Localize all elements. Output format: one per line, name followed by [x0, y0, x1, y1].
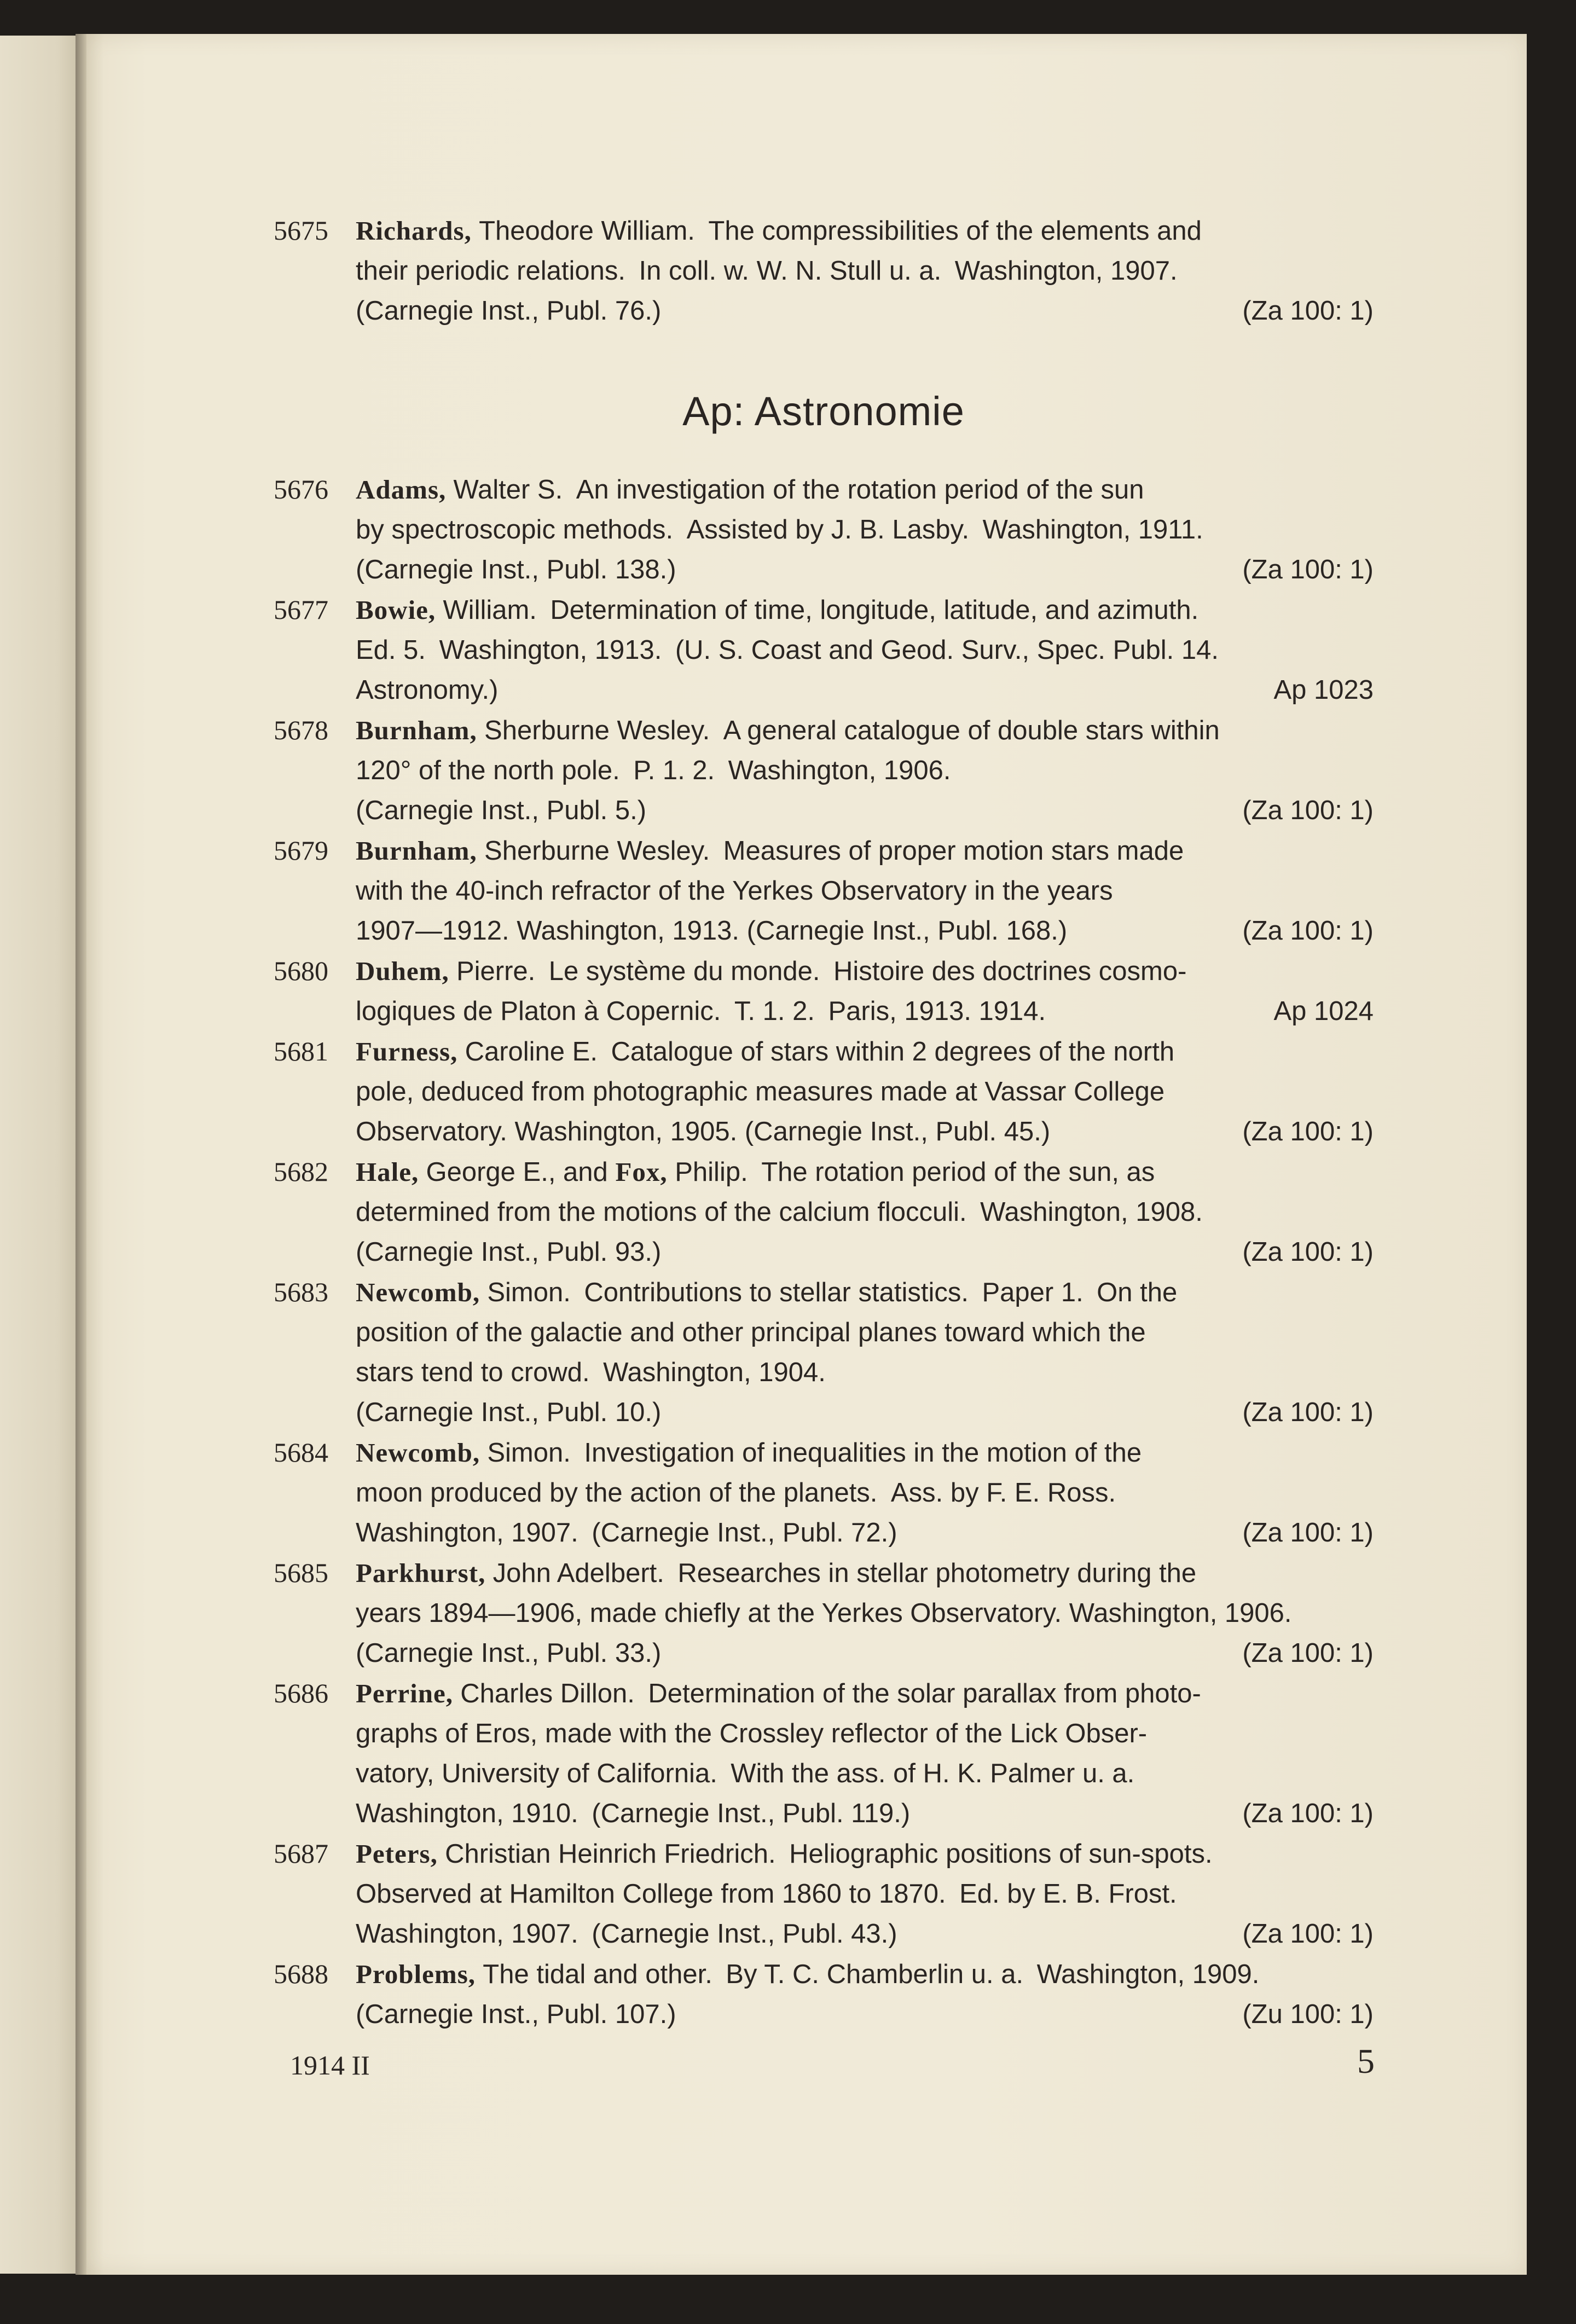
shelf-mark: (Za 100: 1) — [1242, 296, 1374, 326]
entry-text: position of the galactie and other principal planes toward which the — [356, 1318, 1146, 1347]
entry-line — [356, 590, 1374, 630]
entry-line — [356, 211, 1374, 251]
shelf-mark: (Za 100: 1) — [1242, 1638, 1374, 1668]
entry-number: 5683 — [274, 1277, 328, 1307]
entry-text: Parkhurst, John Adelbert. Researches in stellar photometry during the — [356, 1558, 1197, 1588]
entry-line — [356, 992, 1374, 1031]
page-number: 5 — [1357, 2042, 1375, 2080]
entry-text: Bowie, William. Determination of time, longitude, latitude, and azimuth. — [356, 595, 1199, 625]
entry-text: Newcomb, Simon. Investigation of inequalities in the motion of the — [356, 1438, 1142, 1468]
author-name: Parkhurst, — [356, 1558, 493, 1588]
entry-line — [356, 1633, 1374, 1673]
left-page-edge — [0, 36, 82, 2274]
entry-text: Problems, The tidal and other. By T. C. Chamberlin u. a. Washington, 1909. — [356, 1959, 1260, 1989]
entry-text: moon produced by the action of the planets. Ass. by F. E. Ross. — [356, 1478, 1116, 1508]
entry-text: Observatory. Washington, 1905. (Carnegie Inst., Publ. 45.) — [356, 1117, 1051, 1146]
author-name: Newcomb, — [356, 1277, 488, 1307]
book-gutter — [76, 34, 86, 2275]
entry-line — [356, 1673, 1374, 1714]
entry-text: Newcomb, Simon. Contributions to stellar statistics. Paper 1. On the — [356, 1277, 1178, 1307]
entry-line — [356, 710, 1374, 751]
author-name: Perrine, — [356, 1678, 461, 1708]
catalogue-entry — [274, 1553, 1374, 1673]
entry-text: years 1894—1906, made chiefly at the Yerkes Observatory. Washington, 1906. — [356, 1598, 1292, 1628]
entry-line — [356, 470, 1374, 510]
author-name: Burnham, — [356, 715, 485, 745]
entry-line — [356, 1473, 1374, 1513]
entry-line — [356, 1353, 1374, 1393]
entry-line — [356, 1433, 1374, 1473]
catalogue-entry — [274, 831, 1374, 951]
catalogue-entry — [274, 1031, 1374, 1152]
entry-line — [356, 1834, 1374, 1874]
entry-text: their periodic relations. In coll. w. W. N. Stull u. a. Washington, 1907. — [356, 256, 1178, 286]
page-content — [274, 211, 1374, 2035]
author-name: Newcomb, — [356, 1438, 488, 1468]
entry-body — [356, 951, 1374, 1031]
author-name: Bowie, — [356, 595, 443, 625]
entry-line — [356, 1232, 1374, 1272]
entry-line — [356, 1754, 1374, 1794]
author-name: Furness, — [356, 1036, 465, 1067]
entry-number: 5685 — [274, 1557, 328, 1588]
catalogue-entry — [274, 1433, 1374, 1553]
catalogue-entry — [274, 211, 1374, 331]
entry-line — [356, 1313, 1374, 1353]
entry-line — [356, 1553, 1374, 1593]
entry-number: 5688 — [274, 1958, 328, 1989]
entry-text: (Carnegie Inst., Publ. 76.) — [356, 296, 662, 326]
section-heading: Ap: Astronomie — [682, 389, 965, 434]
entry-line — [356, 1513, 1374, 1553]
author-name: Peters, — [356, 1839, 445, 1869]
entry-line — [356, 1393, 1374, 1433]
entry-number: 5681 — [274, 1036, 328, 1067]
entry-body — [356, 710, 1374, 831]
entry-text: (Carnegie Inst., Publ. 33.) — [356, 1638, 662, 1668]
entry-line — [356, 911, 1374, 951]
entry-text: vatory, University of California. With the ass. of H. K. Palmer u. a. — [356, 1759, 1135, 1788]
catalogue-entry — [274, 1834, 1374, 1954]
entry-text: with the 40-inch refractor of the Yerkes Observatory in the years — [356, 876, 1113, 906]
author-name: Burnham, — [356, 836, 485, 866]
entry-body — [356, 1152, 1374, 1272]
shelf-mark: (Za 100: 1) — [1242, 796, 1374, 825]
entry-text: (Carnegie Inst., Publ. 138.) — [356, 555, 676, 584]
entry-line — [356, 831, 1374, 871]
entry-text: Furness, Caroline E. Catalogue of stars within 2 degrees of the north — [356, 1036, 1175, 1067]
entry-line — [356, 1272, 1374, 1313]
shelf-mark: (Za 100: 1) — [1242, 555, 1374, 584]
entry-text: Observed at Hamilton College from 1860 to 1870. Ed. by E. B. Frost. — [356, 1879, 1177, 1909]
entry-line — [356, 1914, 1374, 1954]
entries-top — [274, 211, 1374, 331]
entry-line — [356, 1794, 1374, 1834]
entry-line — [356, 510, 1374, 550]
entry-body — [356, 590, 1374, 710]
entry-body — [356, 1433, 1374, 1553]
shelf-mark: (Za 100: 1) — [1242, 1398, 1374, 1427]
entry-line — [356, 1874, 1374, 1914]
entry-text: by spectroscopic methods. Assisted by J. B. Lasby. Washington, 1911. — [356, 515, 1203, 544]
entry-text: Washington, 1910. (Carnegie Inst., Publ. 119.) — [356, 1799, 911, 1828]
catalogue-entry — [274, 590, 1374, 710]
entry-text: Ed. 5. Washington, 1913. (U. S. Coast and Geod. Surv., Spec. Publ. 14. — [356, 635, 1219, 665]
shelf-mark: (Za 100: 1) — [1242, 1919, 1374, 1949]
entry-text: 120° of the north pole. P. 1. 2. Washington, 1906. — [356, 756, 951, 785]
entry-text: Burnham, Sherburne Wesley. Measures of proper motion stars made — [356, 836, 1184, 866]
entry-line — [356, 1954, 1374, 1995]
entry-line — [356, 550, 1374, 590]
entry-text: (Carnegie Inst., Publ. 5.) — [356, 796, 647, 825]
shelf-mark: (Za 100: 1) — [1242, 1799, 1374, 1828]
entry-number: 5675 — [274, 215, 328, 246]
entry-text: Astronomy.) — [356, 675, 499, 705]
entry-text: (Carnegie Inst., Publ. 10.) — [356, 1398, 662, 1427]
entry-body — [356, 211, 1374, 331]
entry-text: determined from the motions of the calcium flocculi. Washington, 1908. — [356, 1197, 1203, 1227]
author-name: Duhem, — [356, 956, 456, 986]
catalogue-entry — [274, 951, 1374, 1031]
shelf-mark: (Za 100: 1) — [1242, 1518, 1374, 1548]
entry-number: 5679 — [274, 835, 328, 866]
entry-line — [356, 1072, 1374, 1112]
entry-text: Adams, Walter S. An investigation of the rotation period of the sun — [356, 474, 1144, 505]
entry-line — [356, 1192, 1374, 1232]
catalogue-entry — [274, 710, 1374, 831]
author-name: Hale, — [356, 1157, 426, 1187]
entry-body — [356, 1031, 1374, 1152]
catalogue-entry — [274, 470, 1374, 590]
entry-line — [356, 1714, 1374, 1754]
entry-text: pole, deduced from photographic measures made at Vassar College — [356, 1077, 1165, 1106]
entry-body — [356, 470, 1374, 590]
entry-number: 5686 — [274, 1678, 328, 1708]
shelf-mark: (Za 100: 1) — [1242, 1117, 1374, 1146]
entry-text: Hale, George E., and Fox, Philip. The rotation period of the sun, as — [356, 1157, 1155, 1187]
shelf-mark: Ap 1023 — [1273, 675, 1374, 705]
entry-text: Washington, 1907. (Carnegie Inst., Publ. 43.) — [356, 1919, 897, 1949]
entry-line — [356, 751, 1374, 791]
entry-number: 5687 — [274, 1838, 328, 1869]
shelf-mark: (Zu 100: 1) — [1242, 2000, 1374, 2029]
author-name: Problems, — [356, 1959, 483, 1989]
entry-text: Perrine, Charles Dillon. Determination of the solar parallax from photo- — [356, 1678, 1201, 1708]
entry-line — [356, 1152, 1374, 1192]
catalogue-entry — [274, 1954, 1374, 2035]
entry-text: Duhem, Pierre. Le système du monde. Histoire des doctrines cosmo- — [356, 956, 1187, 986]
entry-body — [356, 1272, 1374, 1433]
entry-body — [356, 831, 1374, 951]
entry-text: Washington, 1907. (Carnegie Inst., Publ. 72.) — [356, 1518, 897, 1548]
entry-line — [356, 951, 1374, 992]
entry-text: Burnham, Sherburne Wesley. A general catalogue of double stars within — [356, 715, 1220, 745]
author-name: Fox, — [615, 1157, 668, 1187]
entry-line — [356, 670, 1374, 710]
entry-body — [356, 1673, 1374, 1834]
entry-number: 5676 — [274, 474, 328, 505]
entry-text: (Carnegie Inst., Publ. 107.) — [356, 2000, 676, 2029]
entry-number: 5677 — [274, 594, 328, 625]
entry-text: logiques de Platon à Copernic. T. 1. 2. Paris, 1913. 1914. — [356, 996, 1046, 1026]
entry-line — [356, 251, 1374, 291]
entry-body — [356, 1834, 1374, 1954]
entry-number: 5682 — [274, 1156, 328, 1187]
entry-line — [356, 1593, 1374, 1633]
entry-line — [356, 1995, 1374, 2035]
entry-text: stars tend to crowd. Washington, 1904. — [356, 1358, 826, 1387]
entry-text: Richards, Theodore William. The compressibilities of the elements and — [356, 216, 1202, 246]
entry-number: 5684 — [274, 1437, 328, 1468]
shelf-mark: (Za 100: 1) — [1242, 1237, 1374, 1267]
signature-mark: 1914 II — [290, 2050, 370, 2080]
catalogue-entry — [274, 1673, 1374, 1834]
entry-line — [356, 791, 1374, 831]
entry-text: graphs of Eros, made with the Crossley reflector of the Lick Obser- — [356, 1719, 1148, 1748]
entry-number: 5678 — [274, 715, 328, 745]
entry-line — [356, 630, 1374, 670]
entry-text: 1907—1912. Washington, 1913. (Carnegie Inst., Publ. 168.) — [356, 916, 1068, 946]
catalogue-entry — [274, 1152, 1374, 1272]
entry-line — [356, 291, 1374, 331]
entry-text: Peters, Christian Heinrich Friedrich. Heliographic positions of sun-spots. — [356, 1839, 1213, 1869]
shelf-mark: Ap 1024 — [1273, 996, 1374, 1026]
entry-line — [356, 1112, 1374, 1152]
entry-line — [356, 871, 1374, 911]
entry-body — [356, 1553, 1374, 1673]
entry-number: 5680 — [274, 955, 328, 986]
entry-body — [356, 1954, 1374, 2035]
shelf-mark: (Za 100: 1) — [1242, 916, 1374, 946]
author-name: Adams, — [356, 474, 454, 505]
author-name: Richards, — [356, 216, 479, 246]
entry-text: (Carnegie Inst., Publ. 93.) — [356, 1237, 662, 1267]
catalogue-entry — [274, 1272, 1374, 1433]
entries-list — [274, 470, 1374, 2035]
entry-line — [356, 1031, 1374, 1072]
